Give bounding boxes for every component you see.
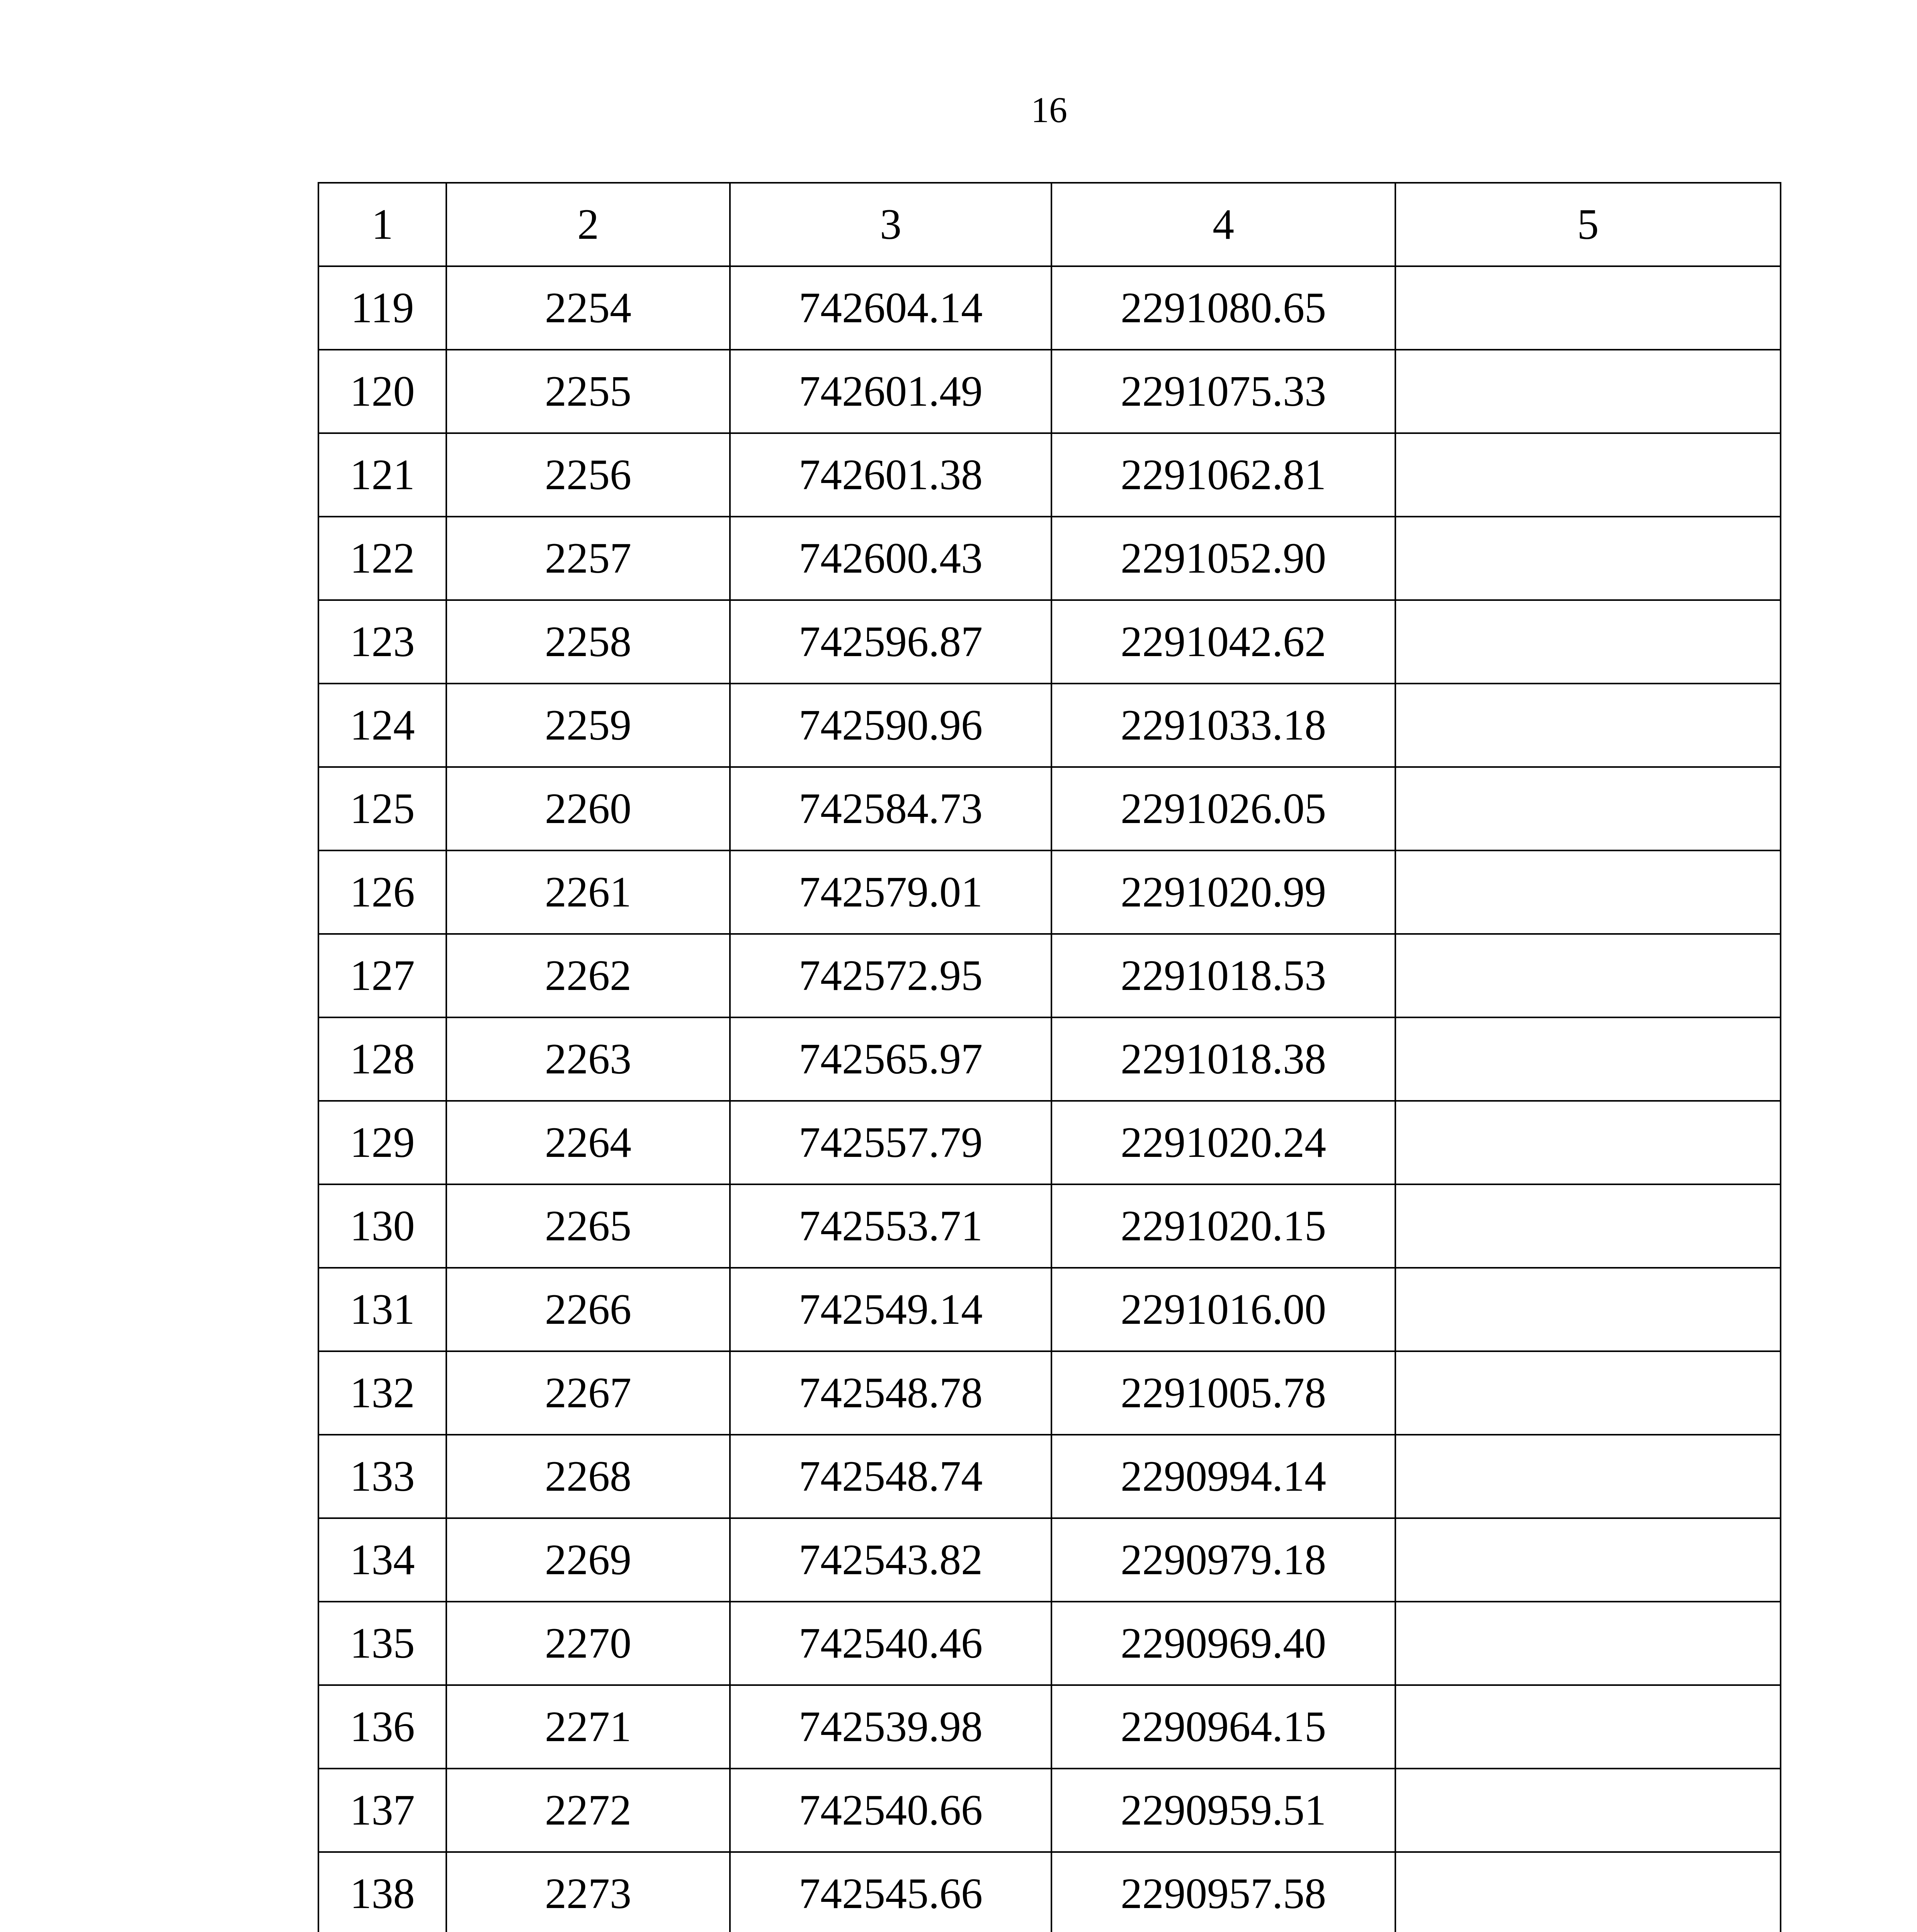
table-cell: 119	[318, 266, 446, 350]
table-cell: 742540.46	[730, 1602, 1051, 1685]
table-row	[318, 1184, 1781, 1268]
column-header: 4	[1051, 183, 1395, 266]
table-cell	[1395, 1101, 1781, 1184]
table-cell: 742579.01	[730, 850, 1051, 934]
table-cell: 2291018.53	[1051, 934, 1395, 1017]
table-cell: 2263	[446, 1017, 730, 1101]
table-cell: 129	[318, 1101, 446, 1184]
table-cell	[1395, 1351, 1781, 1435]
column-header: 2	[446, 183, 730, 266]
table-cell	[1395, 850, 1781, 934]
table-cell	[1395, 1602, 1781, 1685]
table-row	[318, 1518, 1781, 1602]
table-cell	[1395, 767, 1781, 850]
table-cell: 2291042.62	[1051, 600, 1395, 684]
table-cell: 2270	[446, 1602, 730, 1685]
column-header: 3	[730, 183, 1051, 266]
table-cell: 2266	[446, 1268, 730, 1351]
table-cell	[1395, 1017, 1781, 1101]
table-cell: 124	[318, 684, 446, 767]
table-row	[318, 850, 1781, 934]
table-cell: 137	[318, 1769, 446, 1852]
header-row	[318, 183, 1781, 266]
table-cell: 742600.43	[730, 517, 1051, 600]
table-cell: 742604.14	[730, 266, 1051, 350]
table-cell: 133	[318, 1435, 446, 1518]
table-cell: 2291062.81	[1051, 433, 1395, 517]
table-row	[318, 1351, 1781, 1435]
table-row	[318, 1769, 1781, 1852]
table-cell: 2291018.38	[1051, 1017, 1395, 1101]
table-cell: 2254	[446, 266, 730, 350]
table-row	[318, 1268, 1781, 1351]
table-row	[318, 433, 1781, 517]
table-cell: 134	[318, 1518, 446, 1602]
table-cell	[1395, 1435, 1781, 1518]
table-cell: 2260	[446, 767, 730, 850]
table-cell: 2265	[446, 1184, 730, 1268]
table-cell: 2268	[446, 1435, 730, 1518]
table-cell: 131	[318, 1268, 446, 1351]
table-cell: 122	[318, 517, 446, 600]
table-cell	[1395, 517, 1781, 600]
table-cell	[1395, 1184, 1781, 1268]
table-cell: 2273	[446, 1852, 730, 1932]
table-cell: 742572.95	[730, 934, 1051, 1017]
table-cell: 742596.87	[730, 600, 1051, 684]
table-cell: 742601.49	[730, 350, 1051, 433]
table-cell: 742548.78	[730, 1351, 1051, 1435]
table-cell	[1395, 1518, 1781, 1602]
table-cell: 2290959.51	[1051, 1769, 1395, 1852]
table-cell: 742549.14	[730, 1268, 1051, 1351]
table-cell: 130	[318, 1184, 446, 1268]
table-row	[318, 517, 1781, 600]
table-cell: 136	[318, 1685, 446, 1769]
table-row	[318, 767, 1781, 850]
table-cell: 2267	[446, 1351, 730, 1435]
coordinate-table	[318, 182, 1781, 1932]
table-row	[318, 1852, 1781, 1932]
table-row	[318, 1602, 1781, 1685]
table-cell: 2290994.14	[1051, 1435, 1395, 1518]
table-cell: 2272	[446, 1769, 730, 1852]
table-row	[318, 1101, 1781, 1184]
page-number: 16	[1031, 90, 1067, 130]
table-cell	[1395, 1685, 1781, 1769]
table-cell: 2262	[446, 934, 730, 1017]
table-header	[318, 183, 1781, 266]
table-cell: 742545.66	[730, 1852, 1051, 1932]
table-cell: 2291080.65	[1051, 266, 1395, 350]
table-cell	[1395, 684, 1781, 767]
table-cell: 125	[318, 767, 446, 850]
table-cell: 121	[318, 433, 446, 517]
table-cell: 120	[318, 350, 446, 433]
table-cell	[1395, 1769, 1781, 1852]
table-cell: 2291005.78	[1051, 1351, 1395, 1435]
table-cell: 128	[318, 1017, 446, 1101]
table-cell	[1395, 600, 1781, 684]
table-cell: 742557.79	[730, 1101, 1051, 1184]
table-cell: 742548.74	[730, 1435, 1051, 1518]
table-cell: 2269	[446, 1518, 730, 1602]
table-cell: 2271	[446, 1685, 730, 1769]
column-header: 1	[318, 183, 446, 266]
table-cell: 127	[318, 934, 446, 1017]
table-cell: 2291033.18	[1051, 684, 1395, 767]
table-cell: 132	[318, 1351, 446, 1435]
table-cell: 123	[318, 600, 446, 684]
table-cell	[1395, 266, 1781, 350]
table-row	[318, 600, 1781, 684]
table-cell: 126	[318, 850, 446, 934]
table-cell: 742565.97	[730, 1017, 1051, 1101]
table-cell: 742553.71	[730, 1184, 1051, 1268]
table-row	[318, 1685, 1781, 1769]
table-row	[318, 684, 1781, 767]
table-cell: 742539.98	[730, 1685, 1051, 1769]
table-cell	[1395, 350, 1781, 433]
table-cell: 2290957.58	[1051, 1852, 1395, 1932]
table-cell	[1395, 433, 1781, 517]
table-cell: 2291020.99	[1051, 850, 1395, 934]
table-row	[318, 1435, 1781, 1518]
table-cell: 742584.73	[730, 767, 1051, 850]
table-cell: 2291020.24	[1051, 1101, 1395, 1184]
table-cell	[1395, 1268, 1781, 1351]
table-body	[318, 266, 1781, 1932]
table-cell: 2290964.15	[1051, 1685, 1395, 1769]
table-cell	[1395, 1852, 1781, 1932]
table-cell: 2257	[446, 517, 730, 600]
table-row	[318, 1017, 1781, 1101]
table-cell: 2261	[446, 850, 730, 934]
table-cell: 2291052.90	[1051, 517, 1395, 600]
table-cell: 2258	[446, 600, 730, 684]
table-cell: 2290969.40	[1051, 1602, 1395, 1685]
table-cell: 2291026.05	[1051, 767, 1395, 850]
table-cell: 2264	[446, 1101, 730, 1184]
table-cell: 2256	[446, 433, 730, 517]
table-row	[318, 266, 1781, 350]
table-row	[318, 350, 1781, 433]
table-cell: 2291016.00	[1051, 1268, 1395, 1351]
table-cell: 138	[318, 1852, 446, 1932]
table-cell	[1395, 934, 1781, 1017]
table-cell: 2291020.15	[1051, 1184, 1395, 1268]
table-cell: 135	[318, 1602, 446, 1685]
table-cell: 742601.38	[730, 433, 1051, 517]
table-cell: 742590.96	[730, 684, 1051, 767]
table-cell: 742543.82	[730, 1518, 1051, 1602]
table-cell: 2290979.18	[1051, 1518, 1395, 1602]
column-header: 5	[1395, 183, 1781, 266]
table-cell: 742540.66	[730, 1769, 1051, 1852]
table-cell: 2255	[446, 350, 730, 433]
table-row	[318, 934, 1781, 1017]
table-cell: 2259	[446, 684, 730, 767]
table-cell: 2291075.33	[1051, 350, 1395, 433]
